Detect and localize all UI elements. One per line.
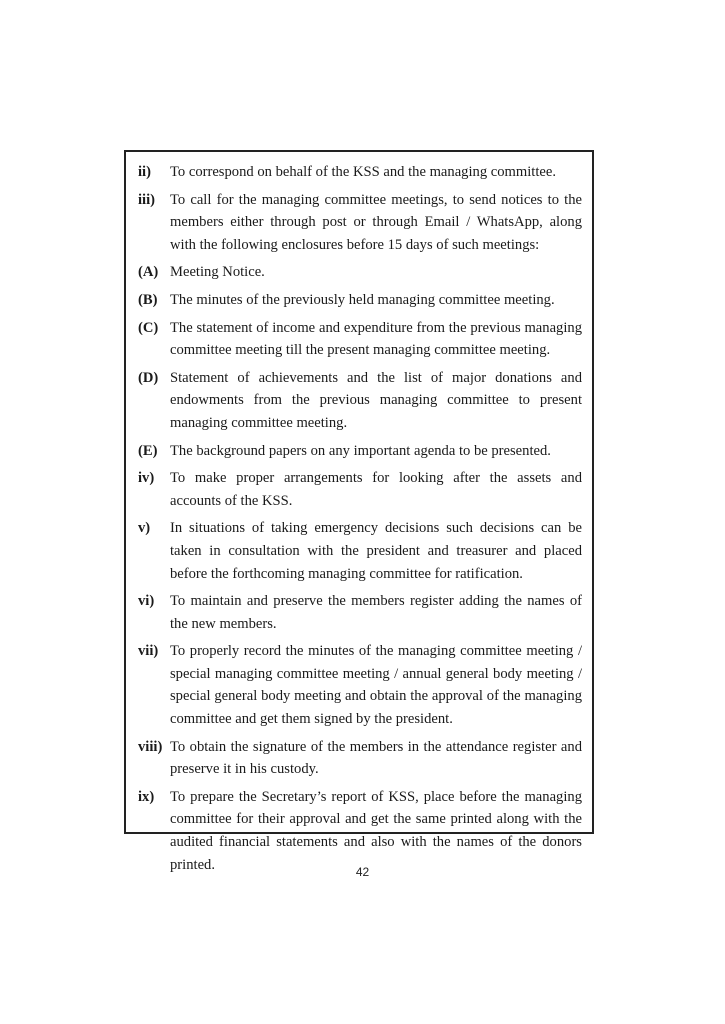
item-marker: (D): [138, 369, 159, 386]
list-item: [138, 367, 582, 435]
page-number: 42: [355, 865, 370, 879]
item-marker: iv): [138, 470, 155, 487]
list-item: [138, 317, 582, 362]
item-marker: viii): [138, 738, 163, 755]
item-marker: ii): [138, 164, 151, 180]
list-item: [138, 590, 582, 635]
item-text: Meeting Notice.: [170, 264, 265, 281]
item-marker: iii): [138, 191, 156, 208]
list-item: [138, 517, 582, 585]
item-text: Statement of achievements and the list of major donations and endowments from the previous managing committee to present managing committee meeting.: [170, 369, 582, 431]
item-marker: (B): [138, 291, 158, 308]
item-marker: (A): [138, 264, 159, 281]
item-text: To properly record the minutes of the managing committee meeting / special managing committee meeting / annual general body meeting / special general body meeting and obtain the approval of the managing committee and get them signed by the president.: [170, 643, 582, 728]
item-marker: (C): [138, 319, 159, 336]
list-item: [138, 161, 582, 184]
list-item: [138, 786, 582, 876]
list-item: [138, 640, 582, 730]
list-item: [138, 467, 582, 512]
item-marker: vii): [138, 643, 159, 660]
list-item: [138, 440, 582, 463]
item-text: To make proper arrangements for looking after the assets and accounts of the KSS.: [170, 470, 582, 509]
list-item: [138, 289, 582, 312]
item-text: The background papers on any important agenda to be presented.: [170, 442, 551, 459]
item-marker: ix): [138, 788, 155, 805]
list-item: [138, 261, 582, 284]
item-text: The statement of income and expenditure from the previous managing committee meeting till the present managing committee meeting.: [170, 319, 582, 359]
item-text: To maintain and preserve the members register adding the names of the new members.: [170, 593, 582, 632]
item-text: To correspond on behalf of the KSS and the managing committee.: [170, 164, 557, 180]
item-marker: v): [138, 520, 151, 537]
list-item: [138, 189, 582, 257]
item-text: To call for the managing committee meetings, to send notices to the members either through post or through Email / WhatsApp, along with the following enclosures before 15 days of such meetings:: [170, 191, 582, 253]
item-marker: vi): [138, 593, 155, 610]
item-marker: (E): [138, 442, 158, 459]
list-item: [138, 736, 582, 781]
item-text: The minutes of the previously held managing committee meeting.: [170, 291, 555, 308]
item-text: To obtain the signature of the members in the attendance register and preserve it in his custody.: [170, 738, 582, 778]
item-text: To prepare the Secretary’s report of KSS, place before the managing committee for their approval and get the same printed along with the audited financial statements and also with the names of the donors printed.: [170, 788, 582, 873]
item-text: In situations of taking emergency decisions such decisions can be taken in consultation with the president and treasurer and placed before the forthcoming managing committee for ratification.: [170, 520, 582, 582]
